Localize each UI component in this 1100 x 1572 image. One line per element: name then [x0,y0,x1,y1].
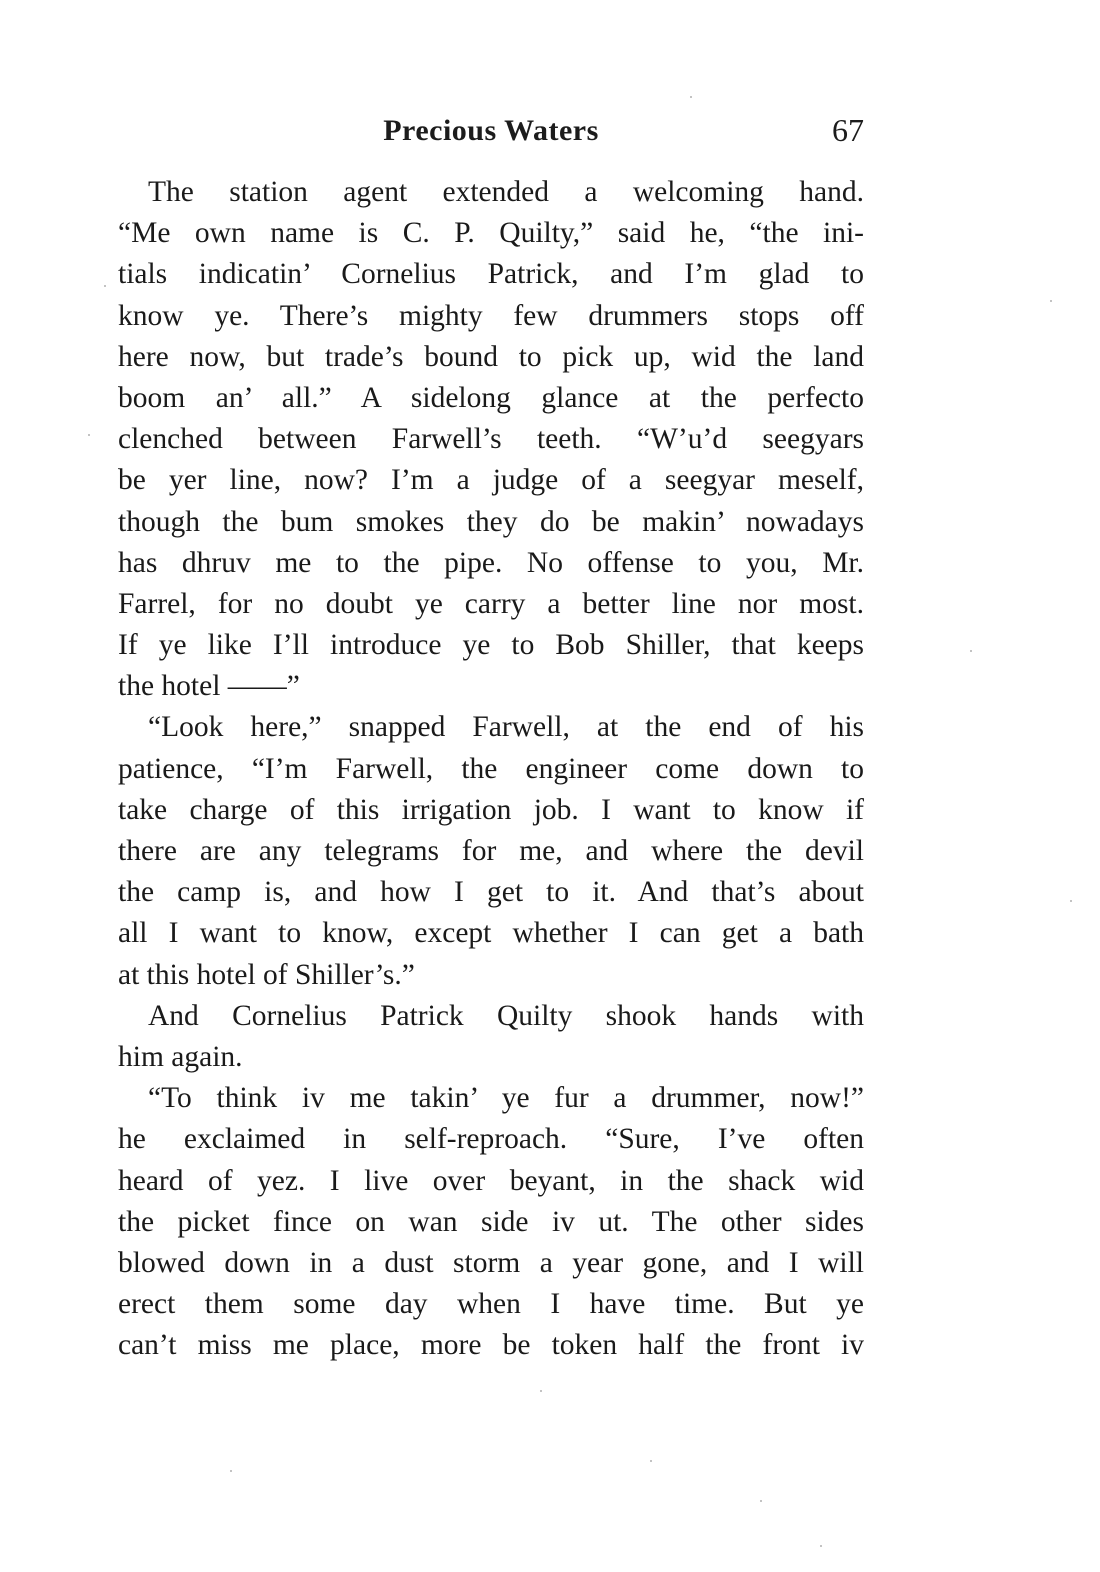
text-line: If ye like I’ll introduce ye to Bob Shiller, that keeps [118,629,864,662]
text-line: all I want to know, except whether I can get a bath [118,917,864,950]
text-line: erect them some day when I have time. But ye [118,1288,864,1321]
scan-speck [820,1545,822,1547]
text-line: be yer line, now? I’m a judge of a seegyar meself, [118,464,864,497]
scan-speck [650,1460,652,1462]
text-line: take charge of this irrigation job. I want to know if [118,793,864,826]
page-header [118,108,864,158]
running-title: Precious Waters [383,114,599,147]
text-line: know ye. There’s mighty few drummers stops off [118,299,864,332]
text-line: Farrel, for no doubt ye carry a better line nor most. [118,587,864,620]
page-number: 67 [832,112,864,148]
text-line: The station agent extended a welcoming hand. [148,176,864,208]
text-line: the camp is, and how I get to it. And that’s about [118,876,864,909]
text-line: though the bum smokes they do be makin’ nowadays [118,505,864,538]
scan-speck [230,1470,232,1472]
text-line: blowed down in a dust storm a year gone, and I will [118,1246,864,1279]
text-line: him again. [118,1040,243,1073]
text-line: the picket fince on wan side iv ut. The other sides [118,1205,864,1238]
text-line: there are any telegrams for me, and where the devil [118,835,864,867]
scan-speck [540,1390,542,1392]
scan-speck [88,434,90,436]
text-line: patience, “I’m Farwell, the engineer come down to [118,752,864,785]
text-line: here now, but trade’s bound to pick up, wid the land [118,340,864,373]
scan-speck [970,650,972,652]
text-line: clenched between Farwell’s teeth. “W’u’d seegyars [118,423,864,456]
text-line: And Cornelius Patrick Quilty shook hands with [148,999,864,1032]
text-line: “Look here,” snapped Farwell, at the end of his [148,711,864,744]
text-line: can’t miss me place, more be token half the front iv [118,1329,864,1362]
text-line: has dhruv me to the pipe. No offense to you, Mr. [118,546,864,579]
scan-speck [690,96,692,98]
text-line: he exclaimed in self-reproach. “Sure, I’ve often [118,1123,864,1156]
text-line: heard of yez. I live over beyant, in the shack wid [118,1164,864,1197]
scan-speck [104,285,106,287]
text-line: tials indicatin’ Cornelius Patrick, and I’m glad to [118,258,864,291]
text-line: “Me own name is C. P. Quilty,” said he, “the ini- [118,217,864,250]
text-line: “To think iv me takin’ ye fur a drummer, now!” [148,1082,864,1115]
text-line: the hotel ——” [118,670,300,703]
scan-speck [1070,900,1072,902]
text-line: boom an’ all.” A sidelong glance at the perfecto [118,381,864,414]
body-text [118,172,864,1366]
scan-speck [760,1500,762,1502]
scan-speck [1050,300,1052,302]
text-line: at this hotel of Shiller’s.” [118,958,415,991]
